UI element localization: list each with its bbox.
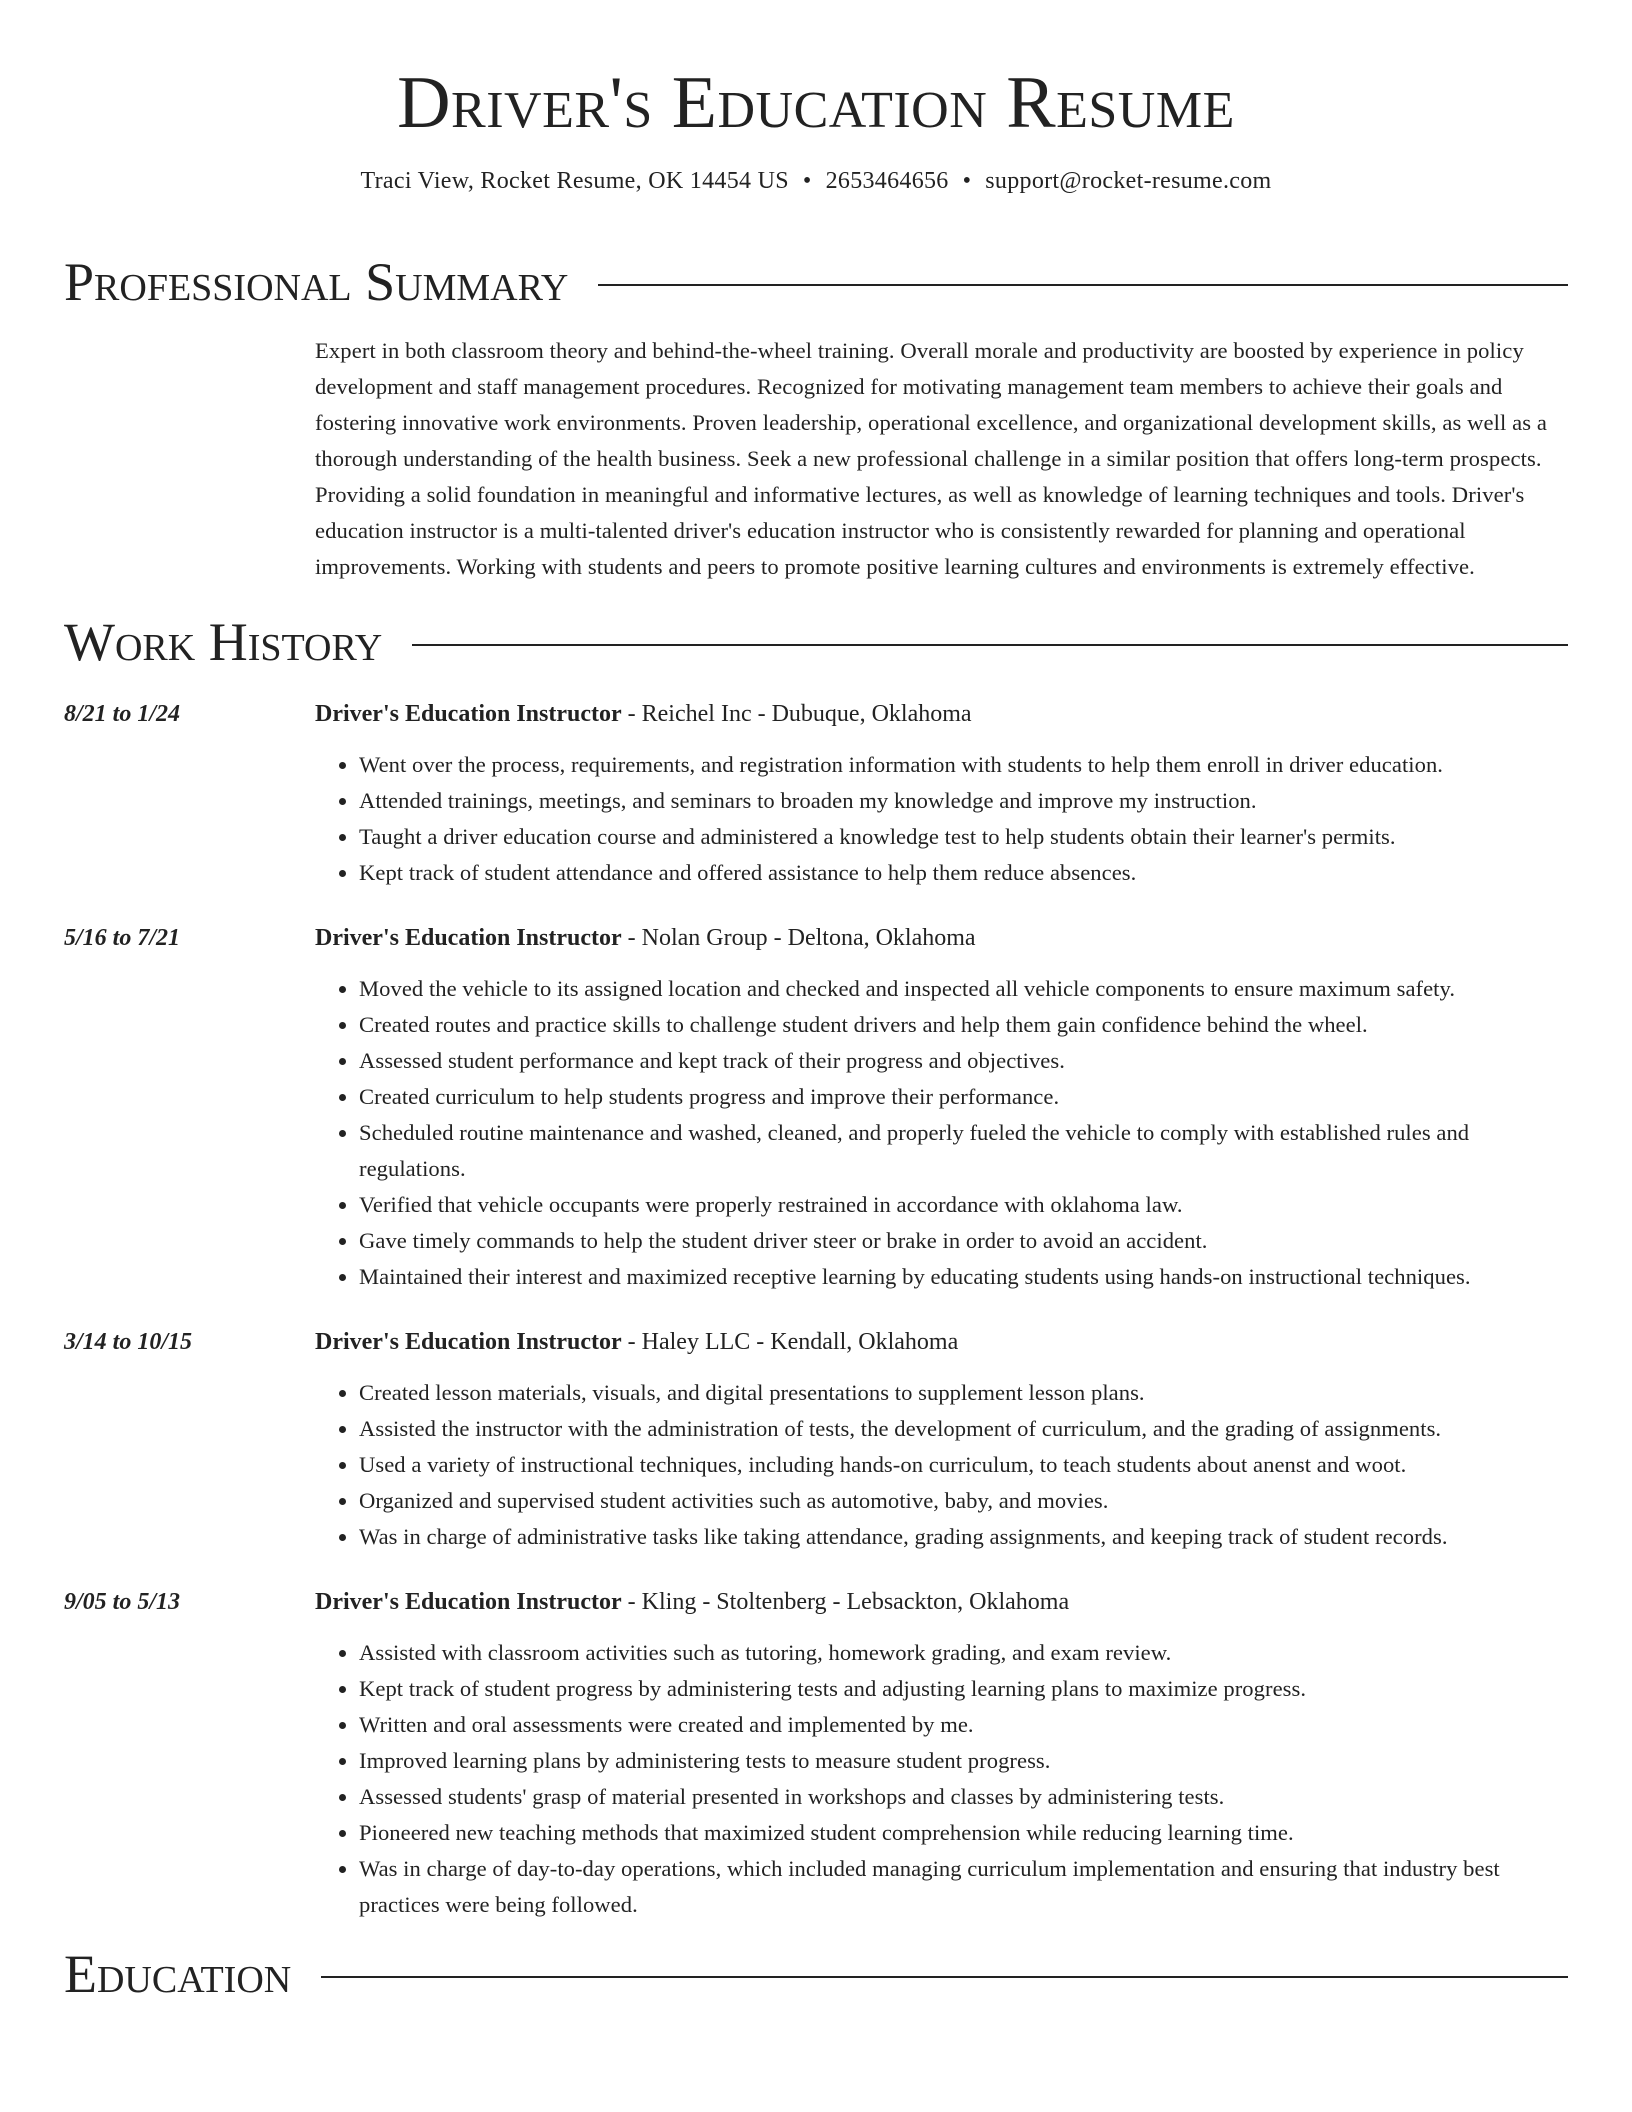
job-bullet: • Organized and supervised student activities such as automotive, baby, and movies. (359, 1483, 1568, 1519)
contact-line (64, 168, 1568, 195)
job-entry (64, 1587, 1568, 1923)
section-divider (598, 284, 1568, 286)
job-bullet: • Went over the process, requirements, and registration information with students to help them enroll in driver education. (359, 747, 1568, 783)
work-history-heading: Work History (64, 612, 383, 672)
job-bullet: • Scheduled routine maintenance and washed, cleaned, and properly fueled the vehicle to comply with established rules and regulations. (359, 1115, 1568, 1187)
job-bullet: • Assessed student performance and kept track of their progress and objectives. (359, 1043, 1568, 1079)
resume-title: Driver's Education Resume (397, 62, 1235, 144)
contact-address: Traci View, Rocket Resume, OK 14454 US (360, 168, 789, 194)
job-bullet-list (315, 1375, 1568, 1555)
job-heading (315, 1327, 1568, 1357)
job-bullet-list (315, 971, 1568, 1295)
job-body (315, 1587, 1568, 1923)
job-bullet: • Kept track of student progress by administering tests and adjusting learning plans to maximize progress. (359, 1671, 1568, 1707)
contact-separator: • (802, 168, 812, 194)
contact-phone: 2653464656 (825, 168, 949, 194)
job-bullet: • Assisted with classroom activities such as tutoring, homework grading, and exam review. (359, 1635, 1568, 1671)
work-history-list (64, 699, 1568, 1923)
job-employer-location: - Kling - Stoltenberg - Lebsackton, Oklahoma (621, 1589, 1070, 1615)
contact-separator: • (962, 168, 972, 194)
job-body (315, 1327, 1568, 1555)
job-bullet: • Kept track of student attendance and offered assistance to help them reduce absences. (359, 855, 1568, 891)
job-dates: 8/21 to 1/24 (64, 701, 181, 727)
job-bullet: • Created curriculum to help students progress and improve their performance. (359, 1079, 1568, 1115)
summary-heading: Professional Summary (64, 252, 569, 312)
job-bullet: • Used a variety of instructional techniques, including hands-on curriculum, to teach students about anenst and woot. (359, 1447, 1568, 1483)
job-bullet: • Verified that vehicle occupants were properly restrained in accordance with oklahoma law. (359, 1187, 1568, 1223)
job-title: Driver's Education Instructor (315, 1329, 622, 1355)
job-bullet-list (315, 1635, 1568, 1923)
job-heading (315, 1587, 1568, 1617)
job-employer-location: - Reichel Inc - Dubuque, Oklahoma (621, 701, 972, 727)
job-bullet: • Was in charge of day-to-day operations, which included managing curriculum implementation and ensuring that industry best practices were being followed. (359, 1851, 1568, 1923)
job-bullet: • Was in charge of administrative tasks like taking attendance, grading assignments, and keeping track of student records. (359, 1519, 1568, 1555)
summary-text: Expert in both classroom theory and behind-the-wheel training. Overall morale and productivity are boosted by experience in policy development and staff management procedures. Recognized for motivating management team members to achieve their goals and fostering innovative work environments. Proven leadership, operational excellence, and organizational development skills, as well as a thorough understanding of the health business. Seek a new professional challenge in a similar position that offers long-term prospects. Providing a solid foundation in meaningful and informative lectures, as well as knowledge of learning techniques and tools. Driver's education instructor is a multi-talented driver's education instructor who is consistently rewarded for planning and operational improvements. Working with students and peers to promote positive learning cultures and environments is extremely effective. (315, 338, 1548, 579)
job-heading (315, 923, 1568, 953)
job-employer-location: - Haley LLC - Kendall, Oklahoma (621, 1329, 959, 1355)
job-bullet: • Created lesson materials, visuals, and digital presentations to supplement lesson plans. (359, 1375, 1568, 1411)
job-entry (64, 1327, 1568, 1555)
job-bullet: • Improved learning plans by administering tests to measure student progress. (359, 1743, 1568, 1779)
job-title: Driver's Education Instructor (315, 925, 622, 951)
job-bullet: • Moved the vehicle to its assigned location and checked and inspected all vehicle components to ensure maximum safety. (359, 971, 1568, 1007)
job-bullet: • Gave timely commands to help the student driver steer or brake in order to avoid an accident. (359, 1223, 1568, 1259)
job-bullet-list (315, 747, 1568, 891)
job-employer-location: - Nolan Group - Deltona, Oklahoma (621, 925, 976, 951)
section-divider (412, 644, 1568, 646)
job-body (315, 923, 1568, 1295)
job-dates: 3/14 to 10/15 (64, 1329, 193, 1355)
education-heading: Education (64, 1944, 292, 2004)
job-entry (64, 923, 1568, 1295)
job-bullet: • Attended trainings, meetings, and seminars to broaden my knowledge and improve my instruction. (359, 783, 1568, 819)
job-bullet: • Pioneered new teaching methods that maximized student comprehension while reducing learning time. (359, 1815, 1568, 1851)
education-section-header (64, 1944, 1568, 2004)
job-entry (64, 699, 1568, 891)
job-dates: 9/05 to 5/13 (64, 1589, 181, 1615)
job-bullet: • Assessed students' grasp of material presented in workshops and classes by administering tests. (359, 1779, 1568, 1815)
job-bullet: • Created routes and practice skills to challenge student drivers and help them gain confidence behind the wheel. (359, 1007, 1568, 1043)
job-bullet: • Taught a driver education course and administered a knowledge test to help students obtain their learner's permits. (359, 819, 1568, 855)
job-bullet: • Assisted the instructor with the administration of tests, the development of curriculum, and the grading of assignments. (359, 1411, 1568, 1447)
contact-email: support@rocket-resume.com (985, 168, 1272, 194)
work-history-section-header (64, 612, 1568, 672)
job-title: Driver's Education Instructor (315, 1589, 622, 1615)
job-bullet: • Written and oral assessments were created and implemented by me. (359, 1707, 1568, 1743)
job-body (315, 699, 1568, 891)
job-dates: 5/16 to 7/21 (64, 925, 181, 951)
job-bullet: • Maintained their interest and maximized receptive learning by educating students using hands-on instructional techniques. (359, 1259, 1568, 1295)
summary-section-header (64, 252, 1568, 312)
job-heading (315, 699, 1568, 729)
section-divider (321, 1976, 1568, 1978)
job-title: Driver's Education Instructor (315, 701, 622, 727)
